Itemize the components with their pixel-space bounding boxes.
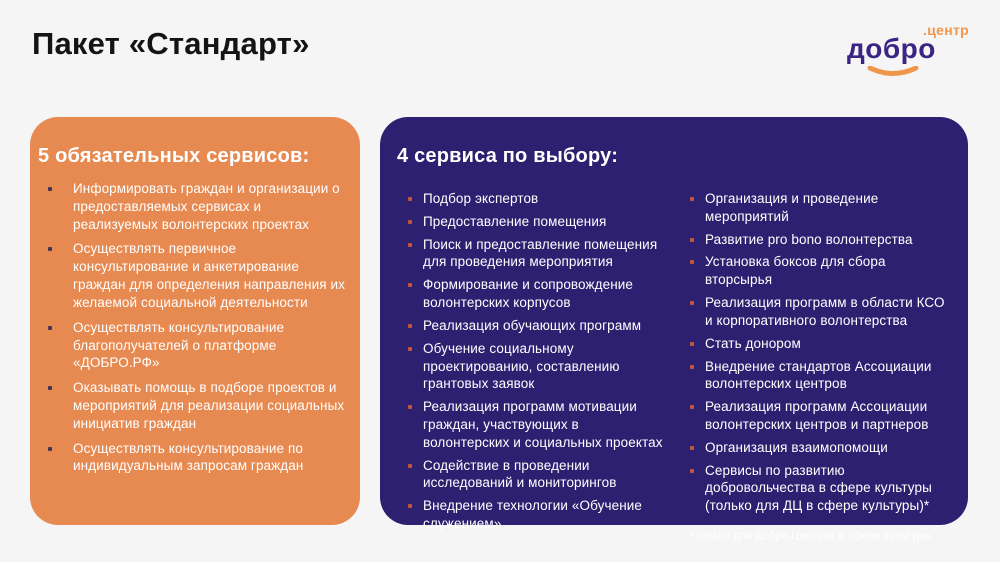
list-item-text: Организация и проведение мероприятий <box>705 191 879 224</box>
list-item-text: Реализация программ в области КСО и корпоративного волонтерства <box>705 295 945 328</box>
optional-services-panel <box>380 117 968 542</box>
list-item-text: Реализация программ мотивации граждан, участвующих в волонтерских и социальных проектах <box>423 399 663 450</box>
mandatory-services-panel <box>30 117 360 525</box>
list-item <box>690 439 952 457</box>
bullet-icon <box>48 247 52 251</box>
list-item-text: Реализация программ Ассоциации волонтерских центров и партнеров <box>705 399 929 432</box>
list-item <box>690 398 952 434</box>
list-item-text: Осуществлять первичное консультирование и анкетирование граждан для определения направления их желаемой социальной деятельности <box>73 241 345 310</box>
list-item-text: Реализация обучающих программ <box>423 317 642 333</box>
optional-services-list-right <box>690 190 952 515</box>
list-item-text: Организация взаимопомощи <box>705 439 888 455</box>
list-item-text: Установка боксов для сбора вторсырья <box>705 254 886 288</box>
mandatory-services-list <box>30 180 360 475</box>
bullet-icon <box>408 405 412 409</box>
list-item <box>690 294 952 330</box>
list-item <box>48 319 346 372</box>
list-item <box>408 276 664 312</box>
list-item <box>690 335 952 353</box>
bullet-icon <box>408 324 412 328</box>
list-item <box>690 231 952 249</box>
list-item <box>48 440 346 476</box>
list-item <box>690 462 952 515</box>
list-item <box>408 213 664 231</box>
list-item-text: Содействие в проведении исследований и мониторингов <box>423 457 617 491</box>
list-item-text: Стать донором <box>705 335 801 351</box>
list-item <box>48 379 346 432</box>
list-item <box>408 317 664 335</box>
list-item-text: Предоставление помещения <box>423 213 607 229</box>
list-item <box>408 236 664 272</box>
dobro-center-logo <box>845 20 973 78</box>
list-item-text: Поиск и предоставление помещения для проведения мероприятия <box>423 236 658 270</box>
list-item <box>408 340 664 393</box>
optional-services-column-right <box>690 178 952 543</box>
list-item-text: Обучение социальному проектированию, составлению грантовых заявок <box>423 340 620 392</box>
list-item-text: Сервисы по развитию добровольчества в сфере культуры (только для ДЦ в сфере культуры)* <box>705 462 932 514</box>
list-item <box>408 457 664 493</box>
bullet-icon <box>690 405 694 409</box>
bullet-icon <box>408 197 412 201</box>
list-item-text: Внедрение технологии «Обучение служением» <box>423 498 643 531</box>
bullet-icon <box>690 301 694 305</box>
smile-icon <box>867 66 919 78</box>
bullet-icon <box>690 469 694 473</box>
list-item <box>48 180 346 233</box>
optional-services-list-left <box>408 190 664 543</box>
bullet-icon <box>48 386 52 390</box>
bullet-icon <box>408 220 412 224</box>
bullet-icon <box>408 347 412 351</box>
bullet-icon <box>48 447 52 451</box>
bullet-icon <box>48 326 52 330</box>
list-item-text: Осуществлять консультирование благополучателей о платформе «ДОБРО.РФ» <box>73 319 285 371</box>
bullet-icon <box>690 238 694 242</box>
list-item-text: Формирование и сопровождение волонтерских корпусов <box>423 277 634 311</box>
bullet-icon <box>690 365 694 369</box>
list-item-text: Развитие pro bono волонтерства <box>705 231 913 247</box>
list-item-text: Информировать граждан и организации о предоставляемых сервисах и реализуемых волонтерских проектах <box>73 181 340 232</box>
bullet-icon <box>690 446 694 450</box>
list-item-text: Оказывать помощь в подборе проектов и мероприятий для реализации социальных инициатив граждан <box>73 380 345 431</box>
bullet-icon <box>408 504 412 508</box>
list-item <box>408 497 664 533</box>
list-item-text: Осуществлять консультирование по индивидуальным запросам граждан <box>73 440 304 474</box>
list-item <box>690 190 952 226</box>
optional-services-heading: 4 сервиса по выбору: <box>397 145 619 167</box>
list-item <box>408 190 664 208</box>
optional-services-columns <box>380 168 968 543</box>
list-item-text: Подбор экспертов <box>423 191 539 206</box>
bullet-icon <box>408 464 412 468</box>
bullet-icon <box>690 260 694 264</box>
bullet-icon <box>48 187 52 191</box>
bullet-icon <box>690 342 694 346</box>
bullet-icon <box>690 197 694 201</box>
list-item <box>690 253 952 289</box>
footnote: *Только для Добро.Центров в сфере культуры <box>690 530 932 542</box>
logo-suffix-text: .центр <box>923 22 969 38</box>
page-title: Пакет «Стандарт» <box>32 26 310 61</box>
logo-word-text: добро <box>847 33 936 64</box>
bullet-icon <box>408 283 412 287</box>
mandatory-services-heading: 5 обязательных сервисов: <box>38 145 310 167</box>
bullet-icon <box>408 243 412 247</box>
list-item <box>48 240 346 311</box>
list-item-text: Внедрение стандартов Ассоциации волонтерских центров <box>705 358 932 392</box>
list-item <box>408 398 664 451</box>
list-item <box>690 358 952 394</box>
